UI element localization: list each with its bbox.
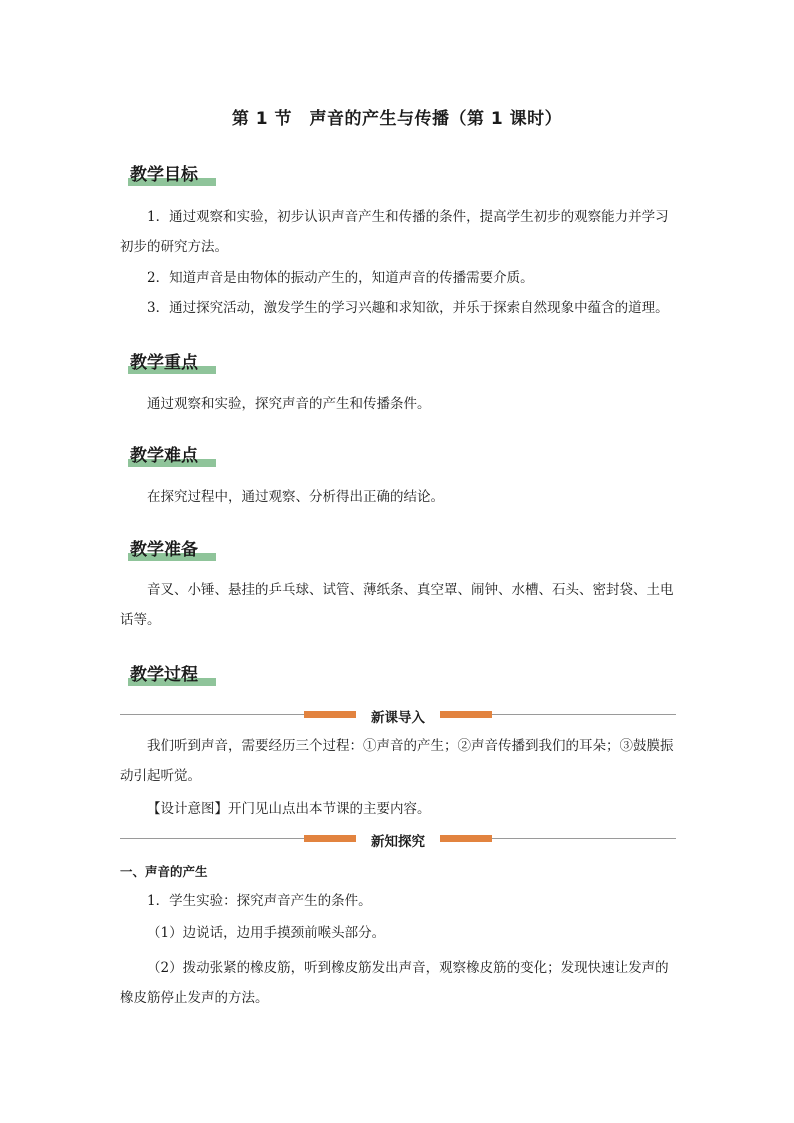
- difficulties-text: 在探究过程中，通过观察、分析得出正确的结论。: [147, 489, 444, 505]
- key-points-text: 通过观察和实验，探究声音的产生和传播条件。: [147, 396, 431, 412]
- explore-item-3: （2）拨动张紧的橡皮筋，听到橡皮筋发出声音，观察橡皮筋的变化；发现快速让发声的橡皮筋停止发声的方法。: [120, 960, 669, 1006]
- lesson-title: 第 1 节 声音的产生与传播（第 1 课时）: [231, 109, 563, 129]
- divider-intro: [120, 707, 676, 726]
- design-intent: 【设计意图】开门见山点出本节课的主要内容。: [147, 801, 431, 817]
- preparation-text: 音叉、小锤、悬挂的乒乓球、试管、薄纸条、真空罩、闹钟、水槽、石头、密封袋、土电话等。: [120, 582, 674, 628]
- document-page: 第 1 节 声音的产生与传播（第 1 课时） 教学目标 1．通过观察和实验，初步认识声音产生和传播的条件，提高学生初步的观察能力并学习初步的研究方法。 2．知道声音是由物体的振动产生的，知道声音的传播需要介质。 3．通过探究活动，激发学生的学习兴趣和求知欲，并乐于探索自然现象中蕴含的道理。 教学重点 通过观察和实验，探究声音的产生和传播条件。 教学难点 在探究过程中，通过观察、分析得出正确的结论。 教学准备 音叉、小锤、悬挂的乒乓球、试管、薄纸条、真空罩、闹钟、水槽、石头、密封袋、土电话等。 教学过程 新课导入 我们听到声音，需要经历三个过程：①声音的产生；②声音传播到我们的耳朵；③鼓膜振动引起听觉。 【设计意图】开门见山点出本节课的主要内容。 新知探究 一、声音的产生 1．学生实验：探究声音产生的条件。 （1）边说话，边用手摸颈前喉头部分。 （2）拨动张紧的橡皮筋，听到橡皮筋发出声音，观察橡皮筋的变化；发现快速让发声的橡皮筋停止发声的方法。: [0, 0, 794, 1123]
- divider-label-explore: 新知探究: [371, 834, 425, 850]
- subheading-sound-production: 一、声音的产生: [120, 864, 208, 879]
- intro-text: 我们听到声音，需要经历三个过程：①声音的产生；②声音传播到我们的耳朵；③鼓膜振动引起听觉。: [120, 738, 674, 784]
- explore-item-2: （1）边说话，边用手摸颈前喉头部分。: [147, 925, 386, 941]
- divider-label-intro: 新课导入: [371, 710, 425, 726]
- divider-explore: [120, 831, 676, 850]
- objective-item-1: 1．通过观察和实验，初步认识声音产生和传播的条件，提高学生初步的观察能力并学习初步的研究方法。: [120, 209, 669, 255]
- objective-item-2: 2．知道声音是由物体的振动产生的，知道声音的传播需要介质。: [147, 270, 534, 286]
- objective-item-3: 3．通过探究活动，激发学生的学习兴趣和求知欲，并乐于探索自然现象中蕴含的道理。: [147, 300, 669, 316]
- explore-item-1: 1．学生实验：探究声音产生的条件。: [147, 893, 372, 909]
